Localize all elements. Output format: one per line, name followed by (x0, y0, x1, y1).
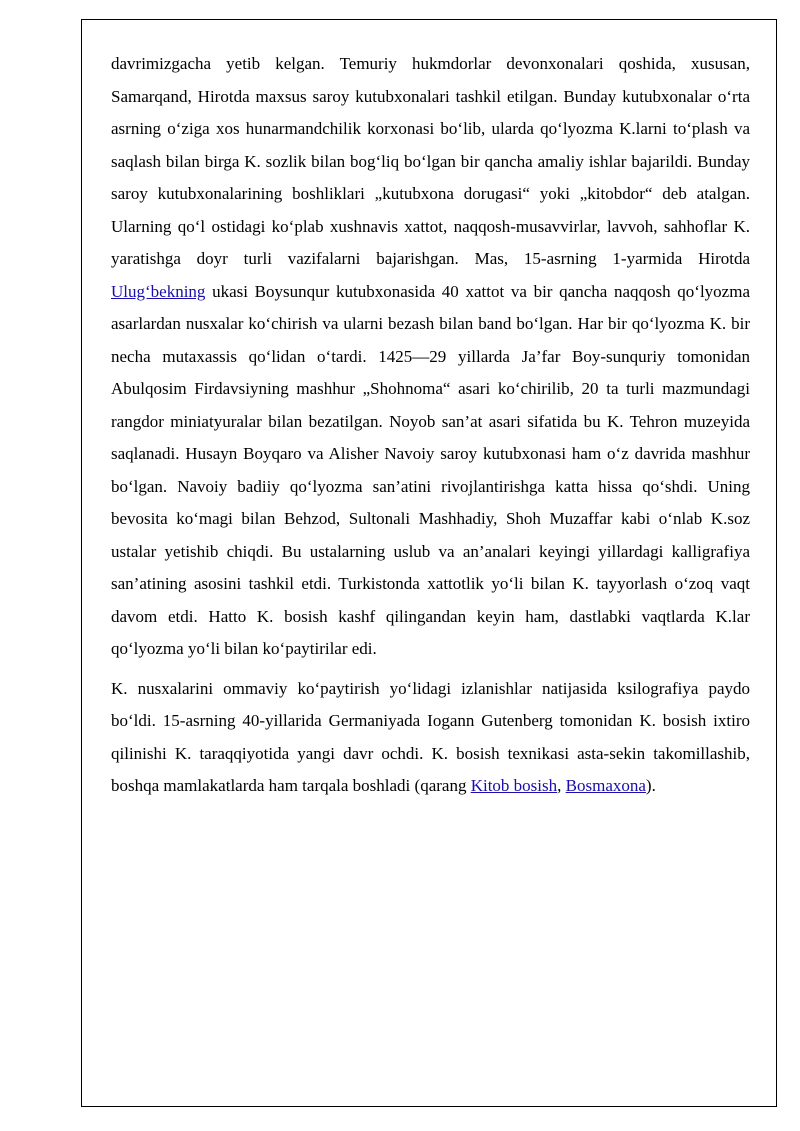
paragraph-kitob-bosish (111, 673, 750, 803)
paragraph-text: ). (645, 776, 656, 795)
paragraph-text: K. nusxalarini ommaviy ko‘paytirish yo‘lidagi izlanishlar natijasida ksilografiya paydo bo‘ldi. 15-asrning 40-yillarida Germaniyada Iogann Gutenberg tomonidan K. bosish ixtiro qilinishi K. taraqqiyotida yangi davr ochdi. K. bosish texnikasi asta-sekin takomillashib, boshqa mamlakatlarda ham tarqala boshladi (qarang (111, 678, 750, 795)
link-kitob-bosish[interactable]: Kitob bosish (470, 776, 558, 795)
link-bosmaxona[interactable]: Bosmaxona (565, 776, 646, 795)
document-body (111, 48, 750, 803)
link-ulugbek[interactable]: Ulug‘bekning (111, 281, 206, 301)
paragraph-text: davrimizgacha yetib kelgan. Temuriy hukmdorlar devonxonalari qoshida, xususan, Samarqand, Hirotda maxsus saroy kutubxonalari tashkil etilgan. Bunday kutubxonalar o‘rta asrning o‘ziga xos hunarmandchilik korxonasi bo‘lib, ularda qo‘lyozma K.larni to‘plash va saqlash bilan birga K. sozlik bilan bog‘liq bo‘lgan bir qancha amaliy ishlar bajarildi. Bunday saroy kutubxonalarining boshliklari „kutubxona dorugasi“ yoki „kitobdor“ deb atalgan. Ularning qo‘l ostidagi ko‘plab xushnavis xattot, naqqosh-musavvirlar, lavvoh, sahhoflar K. yaratishga doyr turli vazifalarni bajarishgan. Mas, 15-asrning 1-yarmida Hirotda (111, 54, 750, 268)
paragraph-text: ukasi Boysunqur kutubxonasida 40 xattot va bir qancha naqqosh qo‘lyozma asarlardan nusxalar ko‘chirish va ularni bezash bilan band bo‘lgan. Har bir qo‘lyozma K. bir necha mutaxassis qo‘lidan o‘tardi. 1425—29 yillarda Ja’far Boy-sunquriy tomonidan Abulqosim Firdavsiyning mashhur „Shohnoma“ asari ko‘chirilib, 20 ta turli mazmundagi rangdor miniatyuralar bilan bezatilgan. Noyob san’at asari sifatida bu K. Tehron muzeyida saqlanadi. Husayn Boyqaro va Alisher Navoiy saroy kutubxonasi ham o‘z davrida mashhur bo‘lgan. Navoiy badiiy qo‘lyozma san’atini rivojlantirishga katta hissa qo‘shdi. Uning bevosita ko‘magi bilan Behzod, Sultonali Mashhadiy, Shoh Muzaffar kabi o‘nlab K.soz ustalar yetishib chiqdi. Bu ustalarning uslub va an’analari keyingi yillardagi kalligrafiya san’atining asosini tashkil etdi. Turkistonda xattotlik yo‘li bilan K. tayyorlash o‘zoq vaqt davom etdi. Hatto K. bosish kashf qilingandan keyin ham, dastlabki vaqtlarda K.lar qo‘lyozma yo‘li bilan ko‘paytirilar edi. (111, 281, 750, 658)
paragraph-text: , (557, 776, 566, 795)
paragraph-kutubxonalar (111, 48, 750, 666)
